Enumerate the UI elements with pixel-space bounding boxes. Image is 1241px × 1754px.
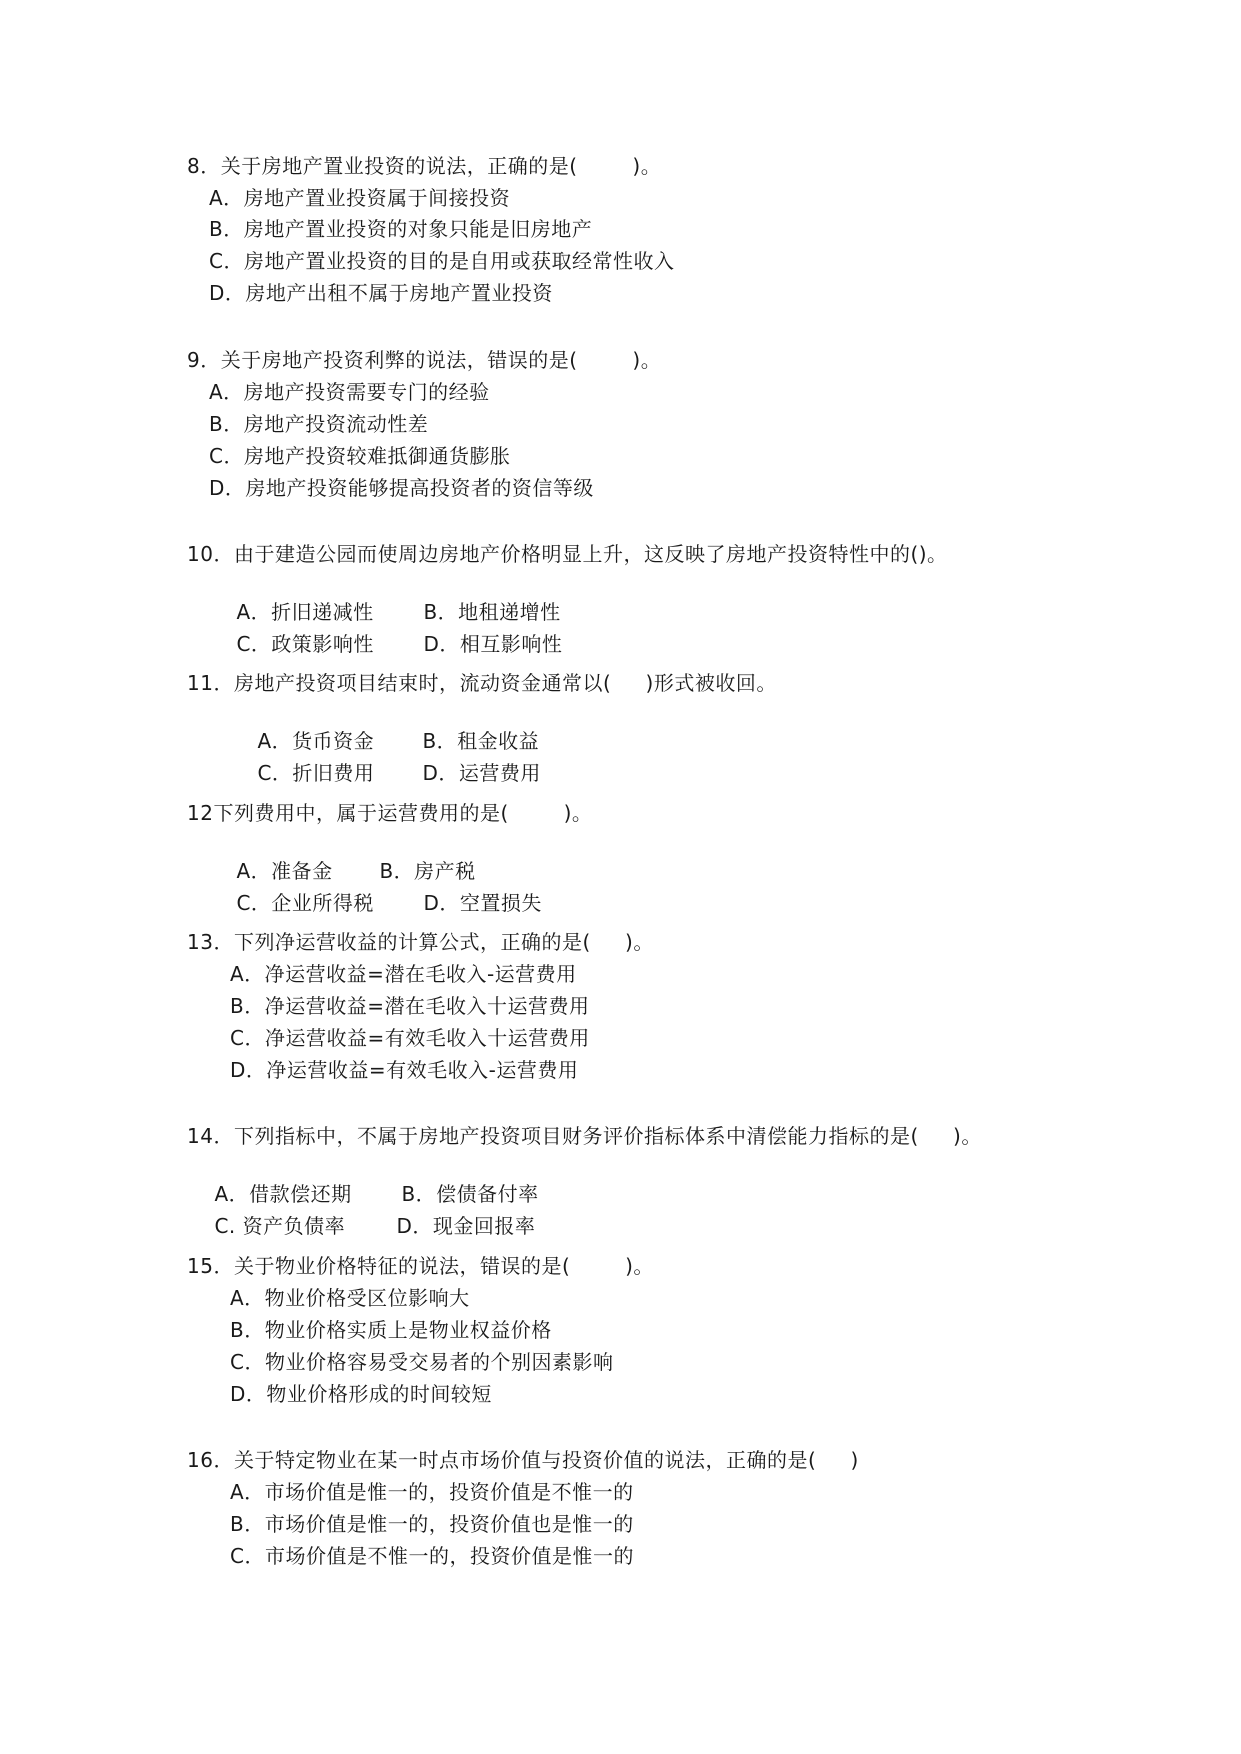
question-12-option-c: C．企业所得税 xyxy=(236,891,374,915)
question-15-option-d: D．物业价格形成的时间较短 xyxy=(230,1382,492,1406)
question-11-option-d: D．运营费用 xyxy=(422,761,541,785)
question-8-option-c: C．房地产置业投资的目的是自用或获取经常性收入 xyxy=(209,249,675,273)
question-14-option-d: D．现金回报率 xyxy=(396,1214,536,1238)
question-12-option-b: B．房产税 xyxy=(379,859,476,883)
question-14-option-a: A．借款偿还期 xyxy=(214,1182,352,1206)
question-11-option-a: A．货币资金 xyxy=(257,729,375,753)
question-13-option-b: B．净运营收益=潜在毛收入十运营费用 xyxy=(230,994,590,1018)
question-16-option-b: B．市场价值是惟一的，投资价值也是惟一的 xyxy=(230,1512,634,1536)
question-15-option-c: C．物业价格容易受交易者的个别因素影响 xyxy=(230,1350,614,1374)
question-13-option-c: C．净运营收益=有效毛收入十运营费用 xyxy=(230,1026,590,1050)
question-14-option-c: C. 资产负债率 xyxy=(214,1214,346,1238)
question-13-option-d: D．净运营收益=有效毛收入-运营费用 xyxy=(230,1058,579,1082)
question-9-option-b: B．房地产投资流动性差 xyxy=(209,412,429,436)
question-9-option-a: A．房地产投资需要专门的经验 xyxy=(209,380,490,404)
question-8-option-b: B．房地产置业投资的对象只能是旧房地产 xyxy=(209,217,593,241)
question-11-option-b: B．租金收益 xyxy=(422,729,540,753)
question-14-stem: 14．下列指标中，不属于房地产投资项目财务评价指标体系中清偿能力指标的是( )。 xyxy=(187,1124,982,1148)
question-11-option-c: C．折旧费用 xyxy=(257,761,375,785)
question-16-option-a: A．市场价值是惟一的，投资价值是不惟一的 xyxy=(230,1480,634,1504)
question-14-option-b: B．偿债备付率 xyxy=(401,1182,539,1206)
question-8-stem: 8．关于房地产置业投资的说法，正确的是( )。 xyxy=(187,154,662,178)
question-11-stem: 11．房地产投资项目结束时，流动资金通常以( )形式被收回。 xyxy=(187,671,777,695)
question-9-option-c: C．房地产投资较难抵御通货膨胀 xyxy=(209,444,511,468)
question-10-stem: 10．由于建造公园而使周边房地产价格明显上升，这反映了房地产投资特性中的()。 xyxy=(187,542,948,566)
question-12-option-d: D．空置损失 xyxy=(423,891,542,915)
question-16-stem: 16．关于特定物业在某一时点市场价值与投资价值的说法，正确的是( ) xyxy=(187,1448,859,1472)
question-12-stem: 12下列费用中，属于运营费用的是( )。 xyxy=(187,801,593,825)
question-12-option-a: A．准备金 xyxy=(236,859,333,883)
question-16-option-c: C．市场价值是不惟一的，投资价值是惟一的 xyxy=(230,1544,634,1568)
question-9-option-d: D．房地产投资能够提高投资者的资信等级 xyxy=(209,476,594,500)
question-15-stem: 15．关于物业价格特征的说法，错误的是( )。 xyxy=(187,1254,654,1278)
question-8-option-d: D．房地产出租不属于房地产置业投资 xyxy=(209,281,553,305)
question-13-option-a: A．净运营收益=潜在毛收入-运营费用 xyxy=(230,962,577,986)
question-10-option-a: A．折旧递减性 xyxy=(236,600,374,624)
question-10-option-b: B．地租递增性 xyxy=(423,600,561,624)
question-10-option-d: D．相互影响性 xyxy=(423,632,563,656)
question-15-option-b: B．物业价格实质上是物业权益价格 xyxy=(230,1318,552,1342)
question-13-stem: 13．下列净运营收益的计算公式，正确的是( )。 xyxy=(187,930,654,954)
question-8-option-a: A．房地产置业投资属于间接投资 xyxy=(209,186,511,210)
question-10-option-c: C．政策影响性 xyxy=(236,632,374,656)
question-9-stem: 9．关于房地产投资利弊的说法，错误的是( )。 xyxy=(187,348,662,372)
question-15-option-a: A．物业价格受区位影响大 xyxy=(230,1286,470,1310)
